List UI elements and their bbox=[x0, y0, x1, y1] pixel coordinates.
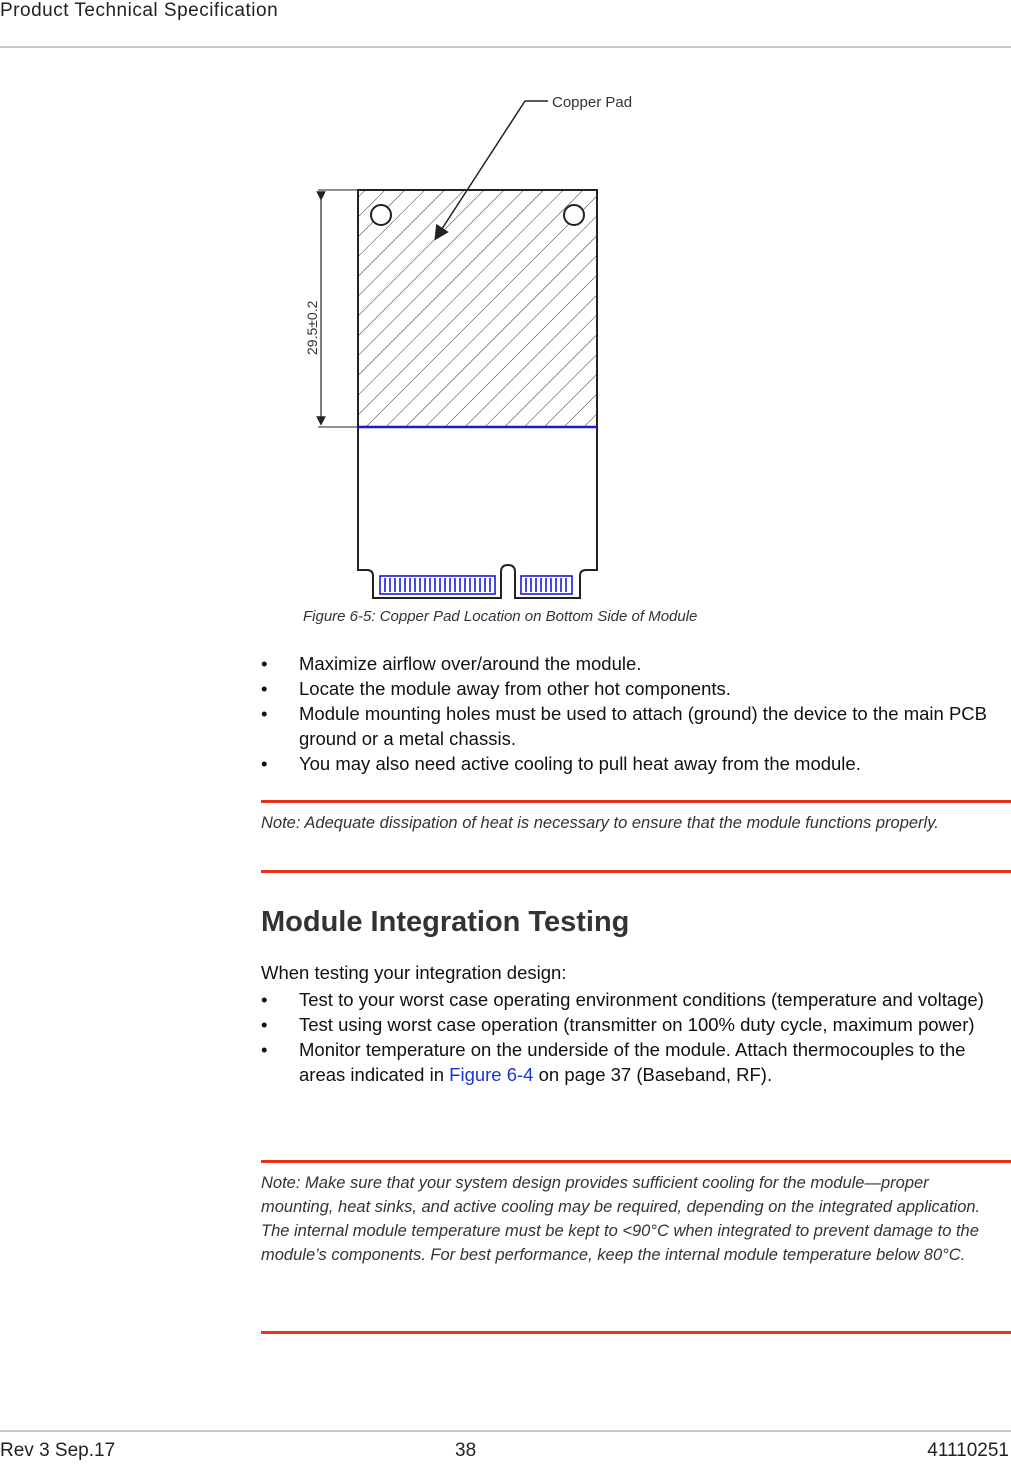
figure-caption: Figure 6-5: Copper Pad Location on Bottom Side of Module bbox=[303, 608, 698, 625]
callout-label: Copper Pad bbox=[552, 94, 633, 111]
list-item: • Monitor temperature on the underside of the module. Attach thermocouples to the areas indicated in Figure 6-4 on page 37 (Baseband, RF). bbox=[261, 1039, 966, 1085]
figure-6-4-link[interactable]: Figure 6-4 bbox=[449, 1064, 534, 1085]
mounting-hole-right bbox=[564, 205, 584, 225]
header-divider bbox=[0, 46, 1011, 48]
section-heading: Module Integration Testing bbox=[261, 906, 630, 938]
note-cooling bbox=[261, 1171, 1001, 1267]
note-paragraph: The internal module temperature must be kept to <90°C when integrated to prevent damage to the module’s components. For best performance, keep the internal module temperature below 80°C. bbox=[261, 1222, 979, 1264]
edge-contacts-right bbox=[521, 576, 572, 594]
footer-document-id: 41110251 bbox=[927, 1440, 1009, 1461]
list-item: • Locate the module away from other hot components. bbox=[261, 678, 731, 699]
list-item: • Test using worst case operation (transmitter on 100% duty cycle, maximum power) bbox=[261, 1014, 975, 1035]
note-paragraph: Note: Make sure that your system design provides sufficient cooling for the module—proper mounting, heat sinks, and active cooling may be required, depending on the integrated application. bbox=[261, 1174, 981, 1216]
bullet-marker: • bbox=[261, 703, 268, 724]
bullet-marker: • bbox=[261, 1014, 268, 1035]
footer-divider bbox=[0, 1430, 1011, 1432]
section-intro: When testing your integration design: bbox=[261, 962, 567, 983]
bullet-marker: • bbox=[261, 653, 268, 674]
page-header-title: Product Technical Specification bbox=[0, 0, 279, 21]
mounting-hole-left bbox=[371, 205, 391, 225]
note-divider-bottom bbox=[261, 870, 1011, 873]
note-divider-bottom bbox=[261, 1331, 1011, 1334]
footer-page-number: 38 bbox=[455, 1440, 477, 1461]
testing-guidelines-list bbox=[261, 987, 1001, 1087]
dimension-label: 29.5±0.2 bbox=[304, 300, 320, 355]
note-divider-top bbox=[261, 1160, 1011, 1163]
bullet-marker: • bbox=[261, 1039, 268, 1060]
list-item: • Test to your worst case operating environment conditions (temperature and voltage) bbox=[261, 989, 984, 1010]
copper-pad-figure bbox=[0, 60, 1011, 605]
list-item: • Module mounting holes must be used to attach (ground) the device to the main PCB ground or a metal chassis. bbox=[261, 703, 987, 749]
footer-revision: Rev 3 Sep.17 bbox=[0, 1440, 116, 1461]
bullet-marker: • bbox=[261, 989, 268, 1010]
bullet-marker: • bbox=[261, 753, 268, 774]
cooling-recommendations-list bbox=[261, 651, 1001, 776]
list-item: • You may also need active cooling to pull heat away from the module. bbox=[261, 753, 861, 774]
copper-pad-area bbox=[359, 191, 596, 427]
edge-contacts-left bbox=[380, 576, 495, 594]
note-heat-dissipation: Note: Adequate dissipation of heat is necessary to ensure that the module functions properly. bbox=[261, 814, 939, 832]
bullet-marker: • bbox=[261, 678, 268, 699]
note-divider-top bbox=[261, 800, 1011, 803]
list-item: • Maximize airflow over/around the module. bbox=[261, 653, 642, 674]
